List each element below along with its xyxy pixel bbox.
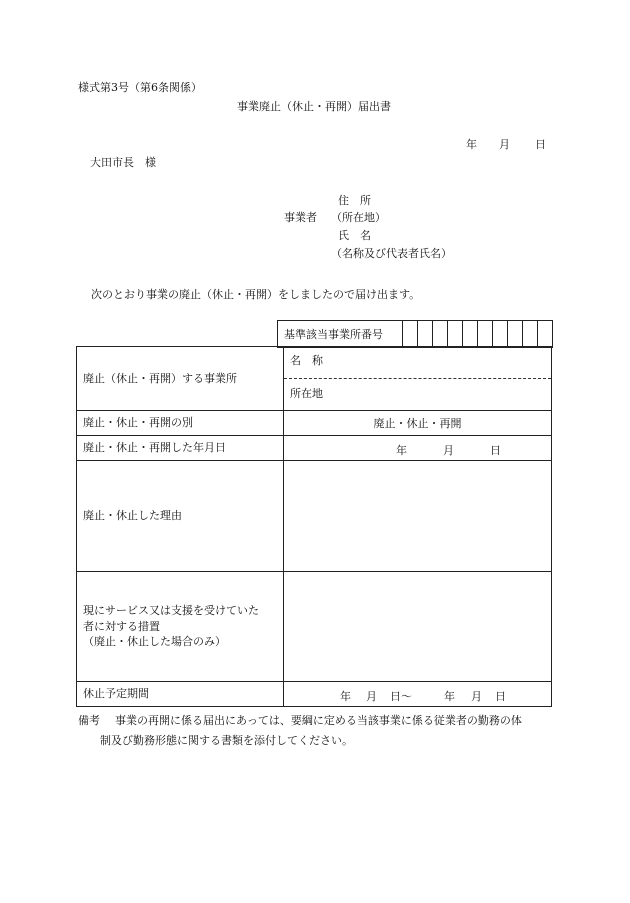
date-label: 廃止・休止・再開した年月日 bbox=[77, 436, 284, 461]
period-value-cell[interactable] bbox=[284, 682, 552, 707]
date-day-field: 日 bbox=[490, 443, 501, 457]
period-row bbox=[77, 682, 552, 707]
office-name-field[interactable] bbox=[284, 347, 551, 379]
form-number: 様式第3号（第6条関係） bbox=[78, 81, 202, 94]
office-location-field[interactable] bbox=[284, 379, 551, 410]
notes-line2: 制及び勤務形態に関する書類を添付してください。 bbox=[100, 734, 353, 747]
notes-line1: 事業の再開に係る届出にあっては、要綱に定める当該事業に係る従業者の勤務の体 bbox=[115, 714, 522, 727]
period-year-start: 年 bbox=[340, 689, 351, 703]
measures-value-cell[interactable] bbox=[284, 572, 552, 682]
office-code-digit[interactable] bbox=[448, 321, 463, 348]
name-note: （名称及び代表者氏名） bbox=[331, 247, 452, 260]
document-title: 事業廃止（休止・再開）届出書 bbox=[237, 100, 391, 113]
office-name-label: 名 称 bbox=[290, 354, 323, 367]
office-code-digit[interactable] bbox=[478, 321, 493, 348]
name-label: 氏 名 bbox=[338, 229, 371, 242]
type-label: 廃止・休止・再開の別 bbox=[77, 411, 284, 436]
declaration-text: 次のとおり事業の廃止（休止・再開）をしましたので届け出ます。 bbox=[91, 288, 421, 301]
office-code-digit[interactable] bbox=[418, 321, 433, 348]
date-year-label: 年 bbox=[466, 138, 477, 151]
reason-row bbox=[77, 461, 552, 572]
date-value-cell[interactable] bbox=[284, 436, 552, 461]
office-code-table bbox=[277, 320, 553, 348]
office-code-label: 基準該当事業所番号 bbox=[278, 321, 403, 348]
office-row bbox=[77, 347, 552, 411]
notes-label: 備考 bbox=[78, 714, 100, 727]
measures-line2: 者に対する措置 bbox=[83, 619, 160, 633]
office-code-digit[interactable] bbox=[463, 321, 478, 348]
location-label: （所在地） bbox=[331, 211, 386, 224]
reason-value-cell[interactable] bbox=[284, 461, 552, 572]
measures-row bbox=[77, 572, 552, 682]
date-month-label: 月 bbox=[499, 138, 510, 151]
operator-label: 事業者 bbox=[284, 211, 317, 224]
main-form-table bbox=[76, 346, 552, 707]
office-code-digit[interactable] bbox=[403, 321, 418, 348]
type-value[interactable]: 廃止・休止・再開 bbox=[284, 411, 552, 436]
address-label: 住 所 bbox=[338, 194, 371, 207]
date-year-field: 年 bbox=[396, 443, 407, 457]
measures-line1: 現にサービス又は支援を受けていた bbox=[83, 603, 259, 617]
period-label: 休止予定期間 bbox=[77, 682, 284, 707]
date-row bbox=[77, 436, 552, 461]
office-location-label: 所在地 bbox=[290, 387, 323, 400]
office-code-digit[interactable] bbox=[523, 321, 538, 348]
office-label: 廃止（休止・再開）する事業所 bbox=[77, 347, 284, 411]
reason-label: 廃止・休止した理由 bbox=[77, 461, 284, 572]
date-month-field: 月 bbox=[443, 443, 454, 457]
period-month-end: 月 bbox=[471, 689, 482, 703]
period-day-start: 日〜 bbox=[390, 689, 412, 703]
measures-line3: （廃止・休止した場合のみ） bbox=[83, 635, 226, 649]
office-code-digit[interactable] bbox=[508, 321, 523, 348]
office-code-digit[interactable] bbox=[493, 321, 508, 348]
period-year-end: 年 bbox=[444, 689, 455, 703]
office-details-cell bbox=[284, 347, 552, 411]
measures-label bbox=[77, 572, 284, 682]
addressee: 大田市長 様 bbox=[90, 156, 156, 169]
period-day-end: 日 bbox=[495, 689, 506, 703]
office-code-digit[interactable] bbox=[433, 321, 448, 348]
date-day-label: 日 bbox=[535, 138, 546, 151]
office-code-digit[interactable] bbox=[538, 321, 553, 348]
period-month-start: 月 bbox=[366, 689, 377, 703]
type-row bbox=[77, 411, 552, 436]
